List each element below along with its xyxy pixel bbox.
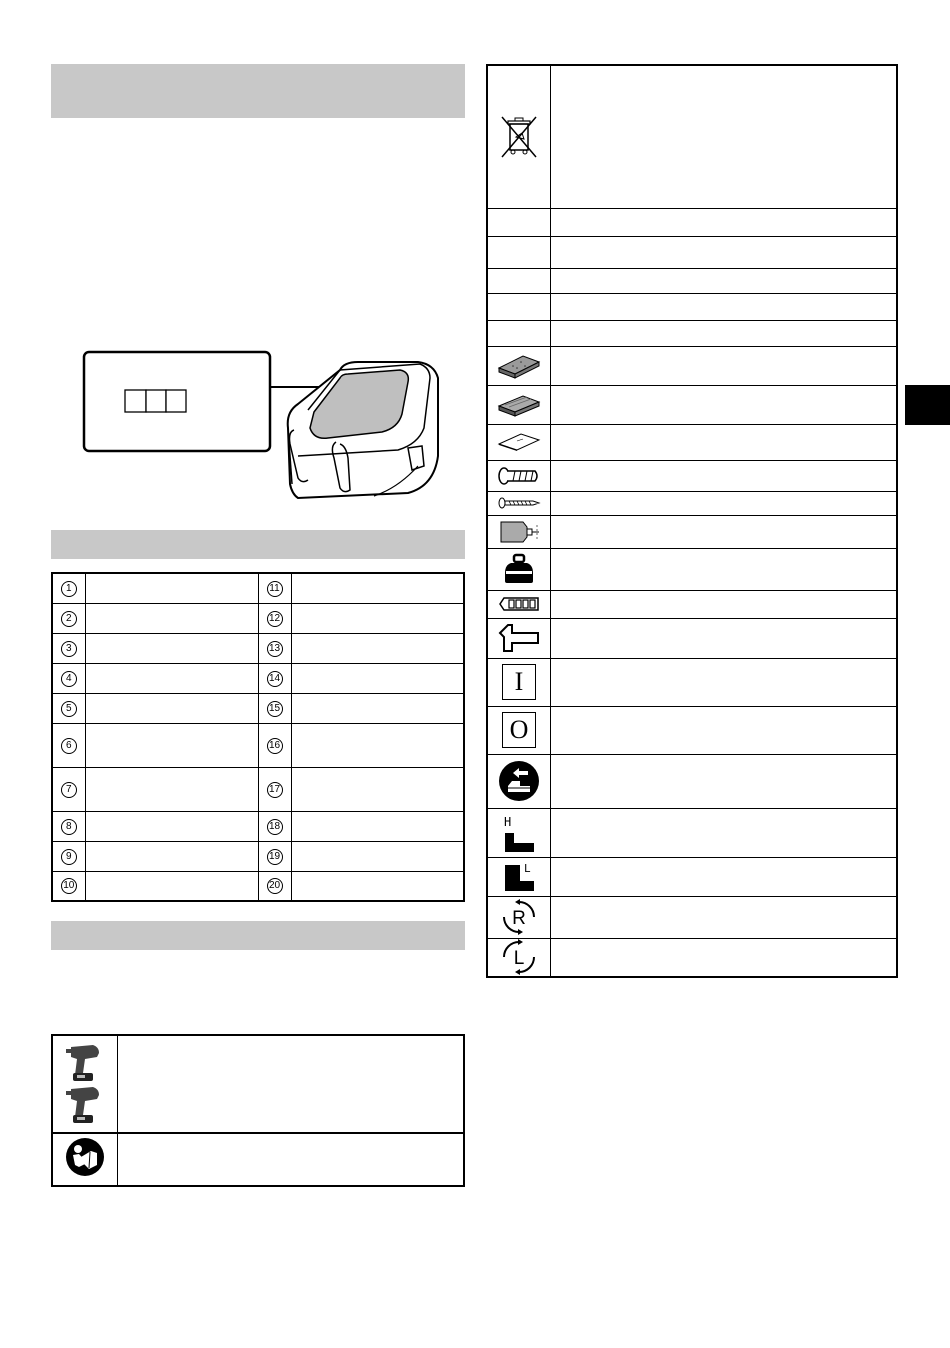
high-gear-icon xyxy=(502,813,536,853)
part-number-cell xyxy=(52,723,85,767)
part-number-badge: 4 xyxy=(61,671,77,687)
sandpaper-icon xyxy=(497,352,541,380)
part-number-badge: 11 xyxy=(267,581,283,597)
right-symbol-table xyxy=(486,64,898,978)
part-number-badge: 9 xyxy=(61,849,77,865)
part-label-cell xyxy=(291,663,464,693)
part-label-cell xyxy=(291,693,464,723)
part-label-cell xyxy=(291,811,464,841)
part-number-badge: 13 xyxy=(267,641,283,657)
part-label-cell xyxy=(85,633,258,663)
symbol-desc-rotate-right xyxy=(551,896,898,938)
part-number-cell xyxy=(52,693,85,723)
symbol-cell-rotate-right xyxy=(487,896,551,938)
part-number-badge: 18 xyxy=(267,819,283,835)
symbol-desc-wood-screw xyxy=(551,491,898,515)
symbol-cell-blank-1 xyxy=(487,208,551,236)
symbol-desc-chuck xyxy=(551,515,898,548)
symbol-cell-battery-remove xyxy=(487,754,551,808)
page-tab-marker xyxy=(905,385,950,425)
part-label-cell xyxy=(85,841,258,871)
symbol-desc-high-gear xyxy=(551,808,898,857)
svg-text:L: L xyxy=(513,948,525,970)
part-number-badge: 3 xyxy=(61,641,77,657)
section-header-bar-1 xyxy=(51,64,465,118)
part-number-cell xyxy=(52,633,85,663)
symbol-desc-battery-level xyxy=(551,590,898,618)
code-box-3 xyxy=(166,390,186,412)
symbol-cell-machine-screw xyxy=(487,460,551,491)
battery-remove-icon xyxy=(498,760,540,802)
rotate-left-icon xyxy=(501,939,537,975)
part-number-badge: 1 xyxy=(61,581,77,597)
part-number-badge: 8 xyxy=(61,819,77,835)
parts-table-row xyxy=(52,871,464,901)
two-drills-icon xyxy=(65,1039,105,1125)
symbol-desc-blank-2 xyxy=(551,236,898,268)
part-number-cell xyxy=(52,871,85,901)
part-label-cell xyxy=(85,603,258,633)
parts-table-row xyxy=(52,663,464,693)
part-label-cell xyxy=(85,573,258,603)
part-number-badge: 14 xyxy=(267,671,283,687)
symbol-desc-read-manual xyxy=(118,1133,465,1186)
symbol-cell-weight xyxy=(487,548,551,590)
symbol-desc-sandpaper xyxy=(551,346,898,385)
part-number-cell xyxy=(52,841,85,871)
part-label-cell xyxy=(85,767,258,811)
part-label-cell xyxy=(85,871,258,901)
part-number-badge: 10 xyxy=(61,878,77,894)
symbol-desc-hammer xyxy=(551,618,898,658)
part-label-cell xyxy=(85,663,258,693)
svg-text:R: R xyxy=(512,908,526,929)
rotate-right-icon xyxy=(501,899,537,935)
weight-icon xyxy=(503,553,535,585)
part-number-cell xyxy=(258,767,291,811)
part-label-cell xyxy=(291,767,464,811)
part-number-badge: 19 xyxy=(267,849,283,865)
battery-label-figure xyxy=(78,348,458,500)
symbol-cell-battery-level xyxy=(487,590,551,618)
battery-level-icon xyxy=(498,596,540,612)
symbol-desc-weight xyxy=(551,548,898,590)
symbol-cell-read-manual xyxy=(52,1133,118,1186)
symbol-desc-blank-5 xyxy=(551,320,898,346)
symbol-desc-off-switch xyxy=(551,706,898,754)
off-switch-icon: O xyxy=(509,715,529,744)
part-label-cell xyxy=(85,723,258,767)
part-number-cell xyxy=(258,871,291,901)
crossed-bin-icon xyxy=(500,115,538,159)
part-number-badge: 17 xyxy=(267,782,283,798)
part-label-cell xyxy=(85,811,258,841)
wood-screw-icon xyxy=(497,497,541,509)
hammer-icon xyxy=(498,623,540,653)
low-gear-icon xyxy=(502,861,536,893)
symbol-cell-sheet xyxy=(487,424,551,460)
part-label-cell xyxy=(291,603,464,633)
symbol-desc-sheet xyxy=(551,424,898,460)
symbol-desc-blank-1 xyxy=(551,208,898,236)
part-number-badge: 2 xyxy=(61,611,77,627)
part-number-cell xyxy=(52,811,85,841)
part-number-cell xyxy=(52,603,85,633)
part-number-cell xyxy=(258,633,291,663)
symbol-cell-blank-4 xyxy=(487,293,551,320)
part-number-cell xyxy=(52,767,85,811)
symbol-cell-blank-3 xyxy=(487,268,551,293)
part-number-badge: 15 xyxy=(267,701,283,717)
part-label-cell xyxy=(291,871,464,901)
symbol-desc-on-switch xyxy=(551,658,898,706)
parts-table-row xyxy=(52,811,464,841)
symbol-desc-blank-4 xyxy=(551,293,898,320)
svg-text:H: H xyxy=(504,814,512,829)
part-number-cell xyxy=(258,603,291,633)
part-number-badge: 6 xyxy=(61,738,77,754)
part-number-badge: 16 xyxy=(267,738,283,754)
chuck-icon xyxy=(497,519,541,545)
symbol-cell-high-gear xyxy=(487,808,551,857)
symbol-cell-rotate-left xyxy=(487,938,551,977)
symbol-cell-on-switch xyxy=(487,658,551,706)
code-box-2 xyxy=(146,390,166,412)
part-number-cell xyxy=(258,841,291,871)
left-symbol-table xyxy=(51,1034,465,1187)
symbol-desc-machine-screw xyxy=(551,460,898,491)
read-manual-icon xyxy=(65,1137,105,1177)
part-label-cell xyxy=(291,633,464,663)
symbol-cell-off-switch xyxy=(487,706,551,754)
machine-screw-icon xyxy=(497,466,541,486)
part-number-badge: 12 xyxy=(267,611,283,627)
part-number-badge: 20 xyxy=(267,878,283,894)
parts-table-row xyxy=(52,573,464,603)
parts-table xyxy=(51,572,465,902)
wood-plank-icon xyxy=(497,392,541,418)
part-label-cell xyxy=(291,841,464,871)
part-number-badge: 5 xyxy=(61,701,77,717)
part-label-cell xyxy=(85,693,258,723)
symbol-cell-blank-2 xyxy=(487,236,551,268)
part-number-cell xyxy=(258,693,291,723)
symbol-cell-wood-screw xyxy=(487,491,551,515)
part-number-cell xyxy=(52,573,85,603)
code-box-1 xyxy=(125,390,146,412)
symbol-desc-battery-remove xyxy=(551,754,898,808)
parts-table-row xyxy=(52,693,464,723)
svg-text:L: L xyxy=(524,861,531,875)
symbol-cell-chuck xyxy=(487,515,551,548)
symbol-cell-wood-plank xyxy=(487,385,551,424)
symbol-desc-low-gear xyxy=(551,857,898,896)
parts-table-row xyxy=(52,603,464,633)
symbol-desc-wood-plank xyxy=(551,385,898,424)
symbol-cell-low-gear xyxy=(487,857,551,896)
symbol-cell-hammer xyxy=(487,618,551,658)
symbol-cell-blank-5 xyxy=(487,320,551,346)
section-header-bar-3 xyxy=(51,921,465,950)
symbol-cell-crossed-bin xyxy=(487,65,551,208)
parts-table-row xyxy=(52,723,464,767)
part-label-cell xyxy=(291,723,464,767)
section-header-bar-2 xyxy=(51,530,465,559)
parts-table-row xyxy=(52,633,464,663)
sheet-icon xyxy=(497,430,541,454)
part-number-cell xyxy=(258,663,291,693)
symbol-cell-sandpaper xyxy=(487,346,551,385)
symbol-desc-blank-3 xyxy=(551,268,898,293)
part-number-cell xyxy=(258,811,291,841)
part-number-cell xyxy=(258,723,291,767)
symbol-cell-two-drills xyxy=(52,1035,118,1133)
part-number-badge: 7 xyxy=(61,782,77,798)
parts-table-row xyxy=(52,767,464,811)
symbol-desc-two-drills xyxy=(118,1035,465,1133)
symbol-desc-rotate-left xyxy=(551,938,898,977)
on-switch-icon: I xyxy=(514,667,524,696)
part-number-cell xyxy=(52,663,85,693)
part-number-cell xyxy=(258,573,291,603)
parts-table-row xyxy=(52,841,464,871)
part-label-cell xyxy=(291,573,464,603)
symbol-desc-crossed-bin xyxy=(551,65,898,208)
